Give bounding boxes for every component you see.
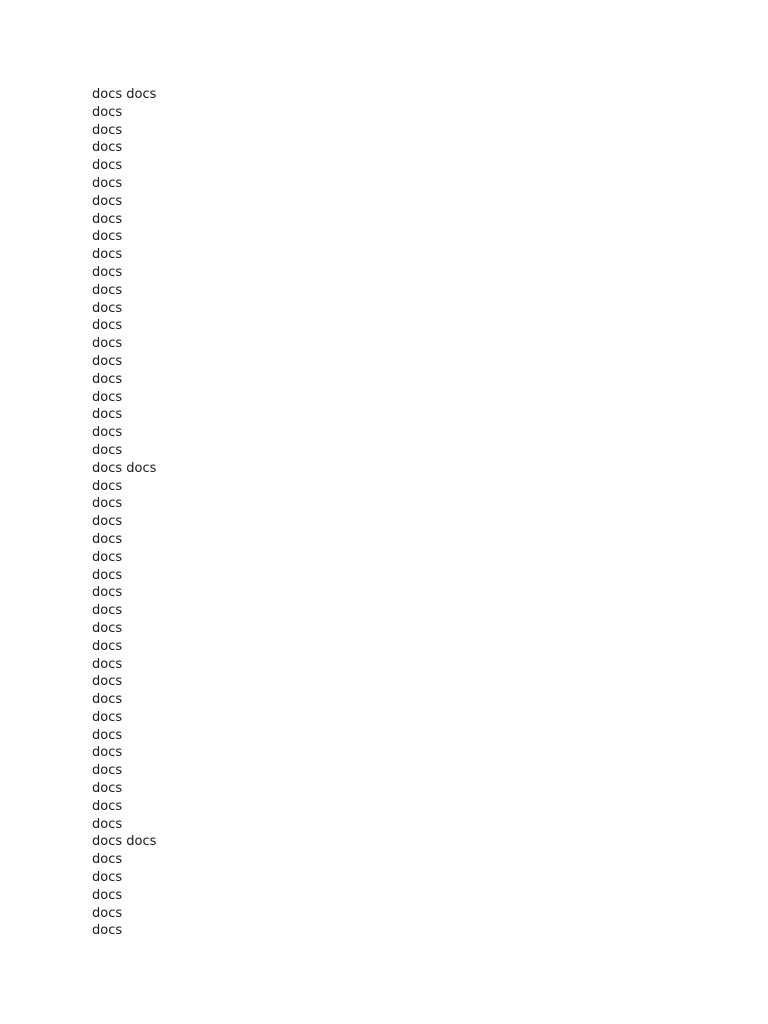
text-line: docs <box>92 425 123 441</box>
text-line: docs <box>92 692 123 708</box>
text-line: docs <box>92 905 123 921</box>
text-line: docs <box>92 282 123 298</box>
text-line: docs <box>92 247 123 263</box>
text-line: docs <box>92 763 123 779</box>
text-line: docs <box>92 264 123 280</box>
text-line: docs <box>92 585 123 601</box>
text-line: docs <box>92 175 123 191</box>
text-line: docs <box>92 852 123 868</box>
text-line: docs <box>92 389 123 405</box>
text-line: docs <box>92 478 123 494</box>
text-line: docs <box>92 211 123 227</box>
text-line: docs <box>92 104 123 120</box>
text-line: docs <box>92 229 123 245</box>
text-line: docs <box>92 781 123 797</box>
text-line: docs <box>92 798 123 814</box>
text-line: docs <box>92 442 123 458</box>
text-line: docs <box>92 816 123 832</box>
text-line: docs <box>92 887 123 903</box>
text-line: docs <box>92 140 123 156</box>
text-line: docs docs <box>92 87 157 102</box>
text-line: docs <box>92 318 123 334</box>
text-line: docs <box>92 923 123 939</box>
text-line: docs <box>92 336 123 352</box>
text-line: docs <box>92 122 123 138</box>
text-line: docs <box>92 603 123 619</box>
text-line: docs <box>92 870 123 886</box>
text-line: docs <box>92 300 123 316</box>
text-line: docs <box>92 638 123 654</box>
text-line: docs <box>92 353 123 369</box>
text-line: docs <box>92 549 123 565</box>
text-line: docs <box>92 709 123 725</box>
text-line: docs <box>92 727 123 743</box>
text-line: docs docs <box>92 460 157 476</box>
text-line: docs <box>92 407 123 423</box>
text-line: docs docs <box>92 834 157 850</box>
text-line: docs <box>92 371 123 387</box>
text-line: docs <box>92 496 123 512</box>
text-line: docs <box>92 158 123 174</box>
document-text-block <box>92 86 156 940</box>
text-line: docs <box>92 531 123 547</box>
text-line: docs <box>92 656 123 672</box>
text-line: docs <box>92 193 123 209</box>
text-line: docs <box>92 674 123 690</box>
text-line: docs <box>92 567 123 583</box>
text-line: docs <box>92 745 123 761</box>
text-line: docs <box>92 514 123 530</box>
text-line: docs <box>92 620 123 636</box>
